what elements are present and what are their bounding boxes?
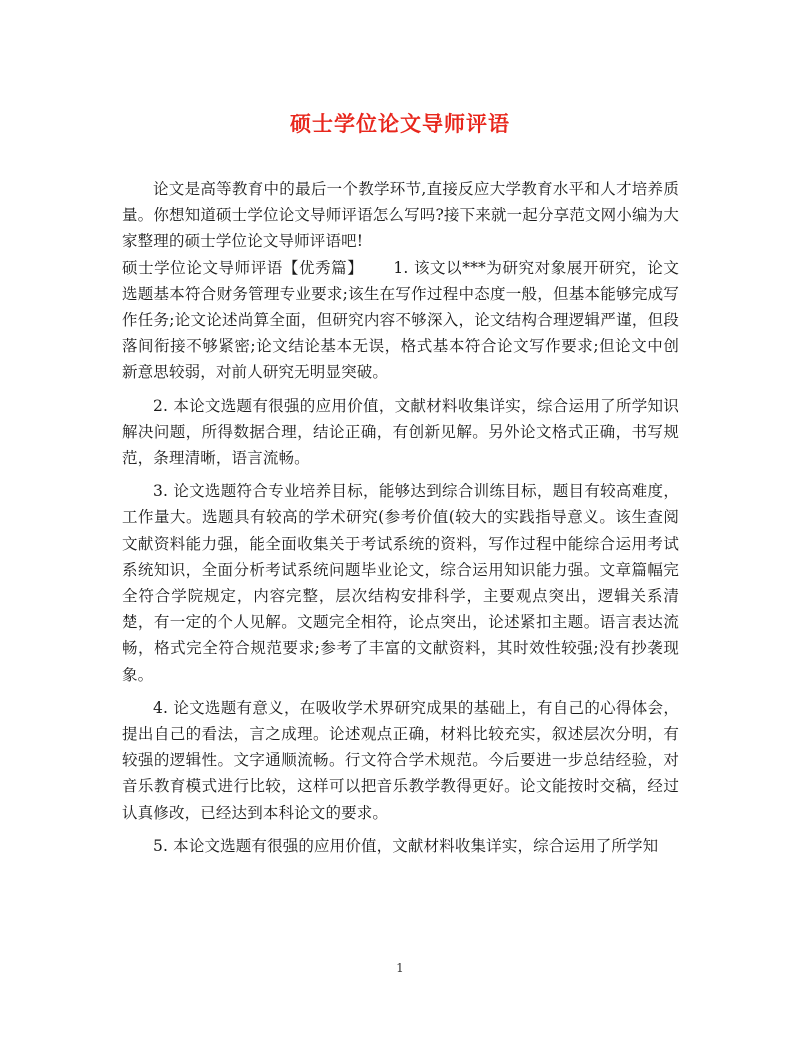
document-title: 硕士学位论文导师评语 — [290, 111, 510, 136]
paragraph-2: 2. 本论文选题有很强的应用价值，文献材料收集详实，综合运用了所学知识解决问题，所得数据合理，结论正确，有创新见解。另外论文格式正确，书写规范，条理清晰，语言流畅。 — [122, 396, 679, 468]
intro-paragraph: 论文是高等教育中的最后一个教学环节,直接反应大学教育水平和人才培养质量。你想知道硕士学位论文导师评语怎么写吗?接下来就一起分享范文网小编为大家整理的硕士学位论文导师评语吧! — [122, 180, 679, 251]
paragraph-3: 3. 论文选题符合专业培养目标，能够达到综合训练目标，题目有较高难度，工作量大。选题具有较高的学术研究(参考价值(较大的实践指导意义。该生查阅文献资料能力强，能全面收集关于考试系统的资料，写作过程中能综合运用考试系统知识，全面分析考试系统问题毕业论文，综合运用知识能力强。文章篇幅完全符合学院规定，内容完整，层次结构安排科学，主要观点突出，逻辑关系清楚，有一定的个人见解。文题完全相符，论点突出，论述紧扣主题。语言表达流畅，格式完全符合规范要求;参考了丰富的文献资料，其时效性较强;没有抄袭现象。 — [122, 482, 679, 684]
document-body — [122, 176, 679, 859]
section-heading: 硕士学位论文导师评语【优秀篇】 — [122, 258, 364, 277]
paragraph-5: 5. 本论文选题有很强的应用价值，文献材料收集详实，综合运用了所学知 — [153, 836, 659, 855]
paragraph-1-text: 1. 该文以***为研究对象展开研究，论文选题基本符合财务管理专业要求;该生在写作过程中态度一般，但基本能够完成写作任务;论文论述尚算全面，但研究内容不够深入，论文结构合理逻辑严谨，但段落间衔接不够紧密;论文结论基本无误，格式基本符合论文写作要求;但论文中创新意思较弱，对前人研究无明显突破。 — [122, 258, 679, 382]
section-paragraph-1 — [122, 255, 679, 386]
page-number: 1 — [396, 961, 404, 975]
paragraph-4: 4. 论文选题有意义，在吸收学术界研究成果的基础上，有自己的心得体会，提出自己的看法，言之成理。论述观点正确，材料比较充实，叙述层次分明，有较强的逻辑性。文字通顺流畅。行文符合学术规范。今后要进一步总结经验，对音乐教育模式进行比较，这样可以把音乐教学教得更好。论文能按时交稿，经过认真修改，已经达到本科论文的要求。 — [122, 698, 679, 822]
